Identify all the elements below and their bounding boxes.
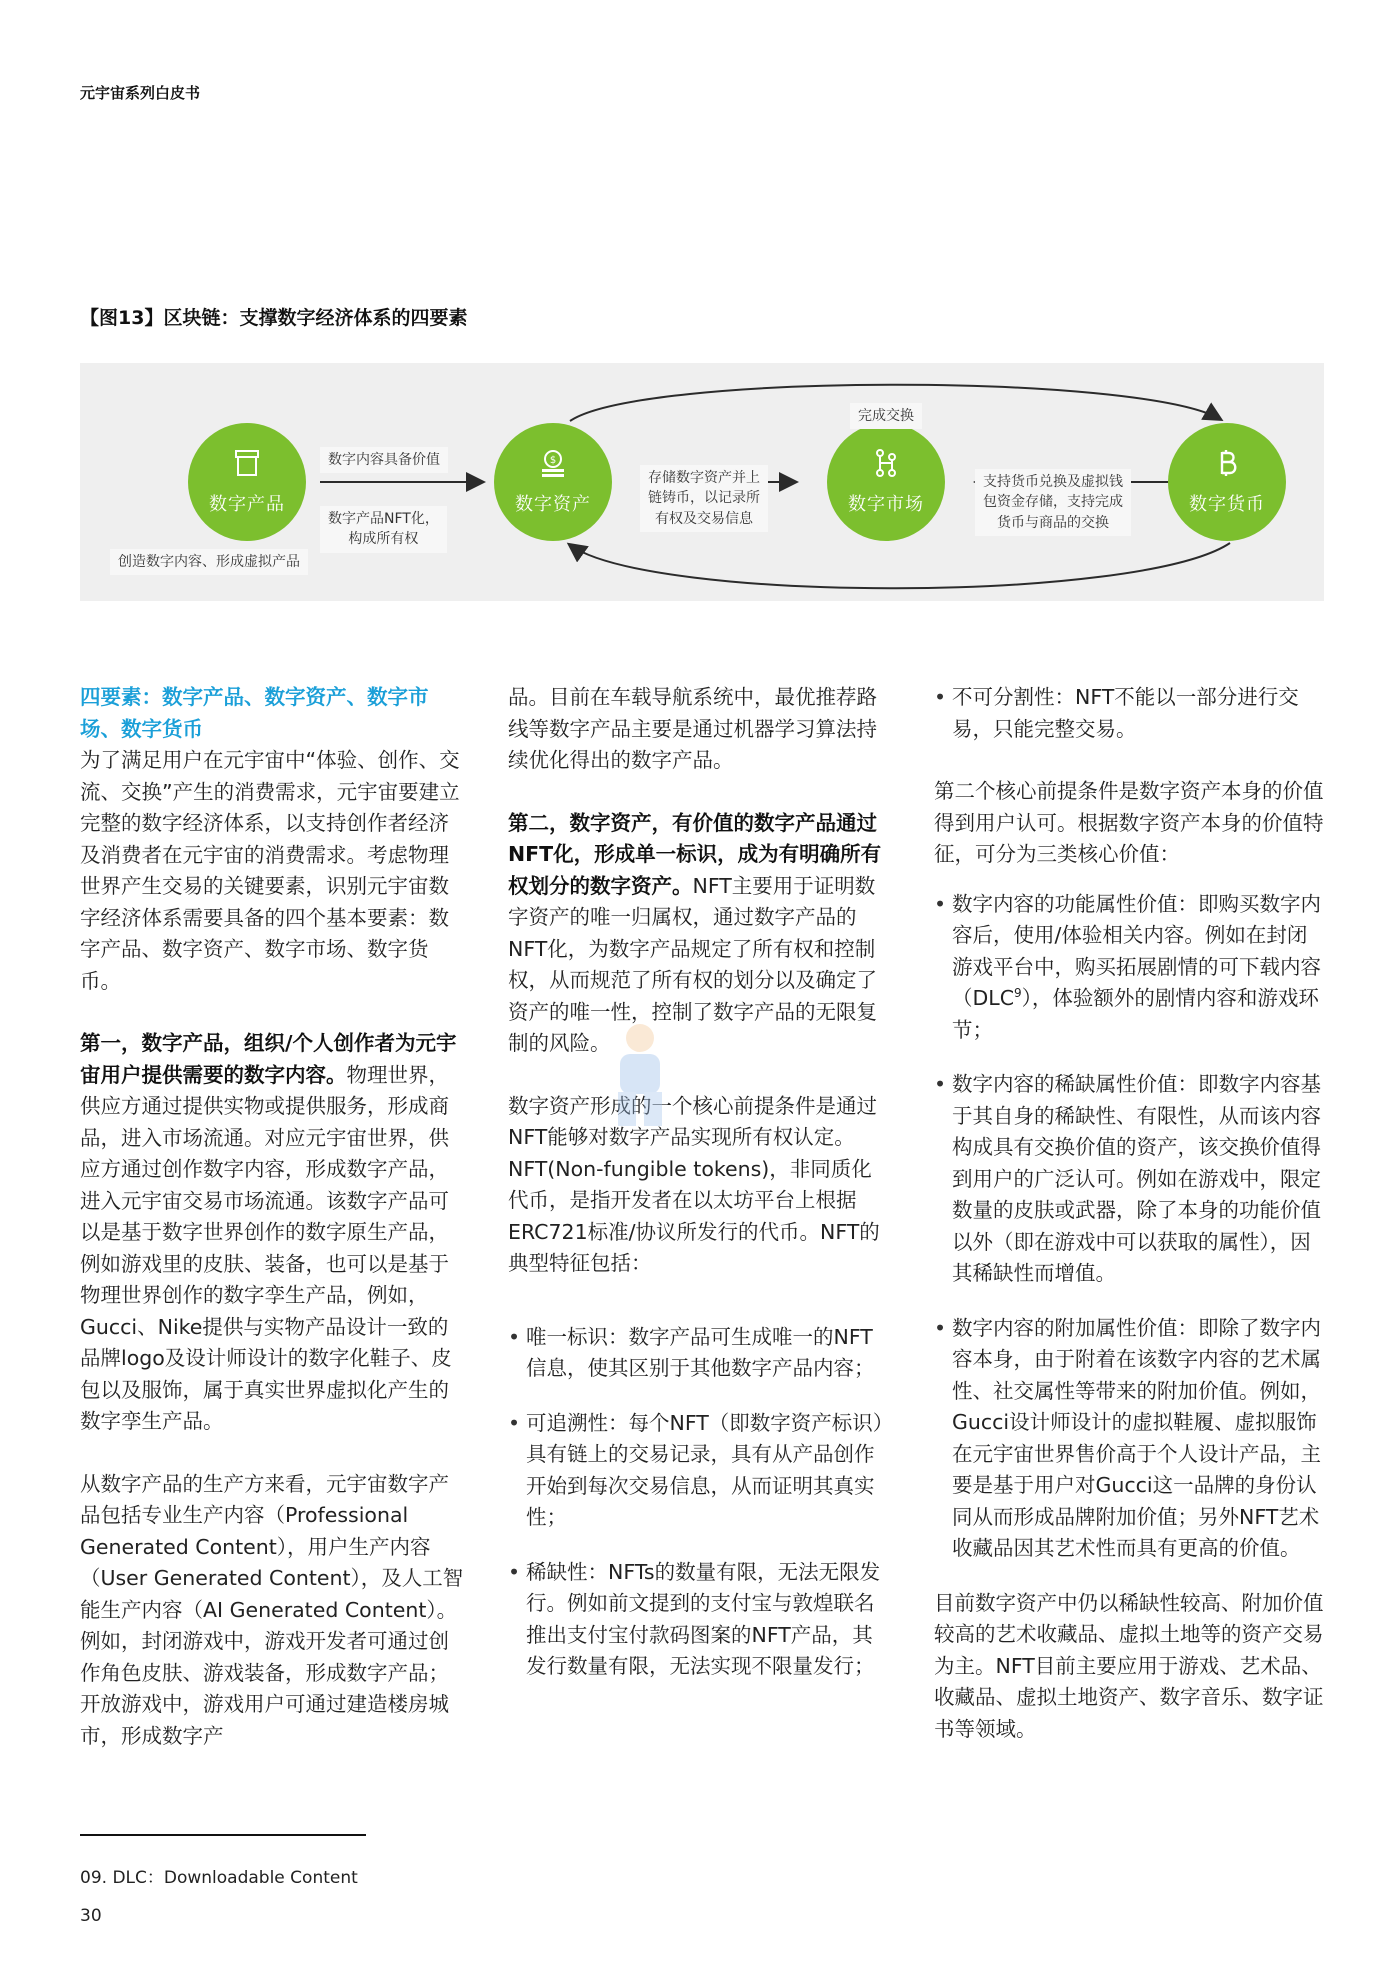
node-digital-asset xyxy=(494,423,612,541)
footnote-divider xyxy=(80,1834,366,1836)
node-label: 数字市场 xyxy=(848,494,924,515)
svg-text:$: $ xyxy=(549,455,557,466)
figure-title: 【图13】区块链：支撑数字经济体系的四要素 xyxy=(80,307,468,329)
paragraph-bold-lead: 第二，数字资产，有价值的数字产品通过NFT化，形成单一标识，成为有明确所有权划分的数字资产。 xyxy=(508,810,882,898)
network-icon xyxy=(870,447,902,479)
paragraph-value-premise: 第二个核心前提条件是数字资产本身的价值得到用户认可。根据数字资产本身的价值特征，可分为三类核心价值： xyxy=(934,779,1324,866)
coin-stack-icon xyxy=(537,447,569,479)
footnote-ref[interactable]: 9 xyxy=(1014,986,1022,1001)
list-item: • 数字内容的稀缺属性价值：即数字内容基于其自身的稀缺性、有限性，从而该内容构成具有交换价值的资产，该交换价值得到用户的广泛认可。例如在游戏中，限定数量的皮肤或武器，除了本身的功能价值以外（即在游戏中可以获取的属性），因其稀缺性而增值。 xyxy=(934,1069,1324,1290)
nft-features-list-cont xyxy=(934,682,1324,745)
text-column-3 xyxy=(934,682,1324,1776)
paragraph-nft-definition: 数字资产形成的一个核心前提条件是通过NFT能够对数字产品实现所有权认定。NFT(Non-fungible tokens)，非同质化代币，是指开发者在以太坊平台上根据ERC721标准/协议所发行的代币。NFT的典型特征包括： xyxy=(508,1093,880,1275)
label-complete-exchange: 完成交换 xyxy=(850,403,922,429)
watermark-figure-icon xyxy=(590,1020,690,1130)
paragraph-digital-product xyxy=(80,1028,466,1438)
node-label: 数字货币 xyxy=(1189,494,1265,515)
list-item: • 可追溯性：每个NFT（即数字资产标识）具有链上的交易记录，具有从产品创作开始到每次交易信息，从而证明其真实性； xyxy=(508,1408,892,1534)
paragraph-body: 物理世界，供应方通过提供实物或提供服务，形成商品，进入市场流通。对应元宇宙世界，供应方通过创作数字内容，形成数字产品，进入元宇宙交易市场流通。该数字产品可以是基于数字世界创作的数字原生产品，例如游戏里的皮肤、装备，也可以是基于物理世界创作的数字孪生产品，例如，Gucci、Nike提供与实物产品设计一致的品牌logo及设计师设计的数字化鞋子、皮包以及服饰，属于真实世界虚拟化产生的数字孪生产品。 xyxy=(80,1062,452,1433)
nft-features-list xyxy=(508,1322,892,1683)
list-item: • 唯一标识：数字产品可生成唯一的NFT信息，使其区别于其他数字产品内容； xyxy=(508,1322,892,1385)
list-item: • 数字内容的附加属性价值：即除了数字内容本身，由于附着在该数字内容的艺术属性、社交属性等带来的附加价值。例如，Gucci设计师设计的虚拟鞋履、虚拟服饰在元宇宙世界售价高于个人设计产品，主要是基于用户对Gucci这一品牌的身份认同从而形成品牌附加价值；另外NFT艺术收藏品因其艺术性而具有更高的价值。 xyxy=(934,1313,1324,1565)
node-label: 数字产品 xyxy=(209,494,285,515)
paragraph-production: 从数字产品的生产方来看，元宇宙数字产品包括专业生产内容（Professional Generated Content），用户生产内容（User Generated Content），及人工智能生产内容（AI Generated Content）。例如，封闭游戏中，游戏开发者可通过创作角色皮肤、游戏装备，形成数字产品；开放游戏中，游戏用户可通过建造楼房城市，形成数字产 xyxy=(80,1471,464,1748)
paragraph-applications: 目前数字资产中仍以稀缺性较高、附加价值较高的艺术收藏品、虚拟土地等的资产交易为主。NFT目前主要应用于游戏、艺术品、收藏品、虚拟土地资产、数字音乐、数字证书等领域。 xyxy=(934,1590,1324,1741)
list-text: 数字内容的功能属性价值：即购买数字内容后，使用/体验相关内容。例如在封闭游戏平台中，购买拓展剧情的可下载内容（DLC xyxy=(952,891,1321,1010)
node-digital-market xyxy=(827,423,945,541)
node-digital-product xyxy=(188,423,306,541)
page-number: 30 xyxy=(80,1906,102,1926)
label-content-value: 数字内容具备价值 xyxy=(320,447,448,473)
label-store-asset: 存储数字资产并上 链铸币，以记录所 有权及交易信息 xyxy=(640,465,768,532)
label-currency-exchange: 支持货币兑换及虚拟钱 包资金存储，支持完成 货币与商品的交换 xyxy=(975,469,1131,536)
bitcoin-icon xyxy=(1211,447,1243,479)
node-digital-currency xyxy=(1168,423,1286,541)
list-item: • 稀缺性：NFTs的数量有限，无法无限发行。例如前文提到的支付宝与敦煌联名推出支付宝付款码图案的NFT产品，其发行数量有限，无法实现不限量发行； xyxy=(508,1557,892,1683)
list-item: • 不可分割性：NFT不能以一部分进行交易，只能完整交易。 xyxy=(934,682,1324,745)
intro-paragraph: 为了满足用户在元宇宙中“体验、创作、交流、交换”产生的消费需求，元宇宙要建立完整的数字经济体系，以支持创作者经济及消费者在元宇宙的消费需求。考虑物理世界产生交易的关键要素，识别元宇宙数字经济体系需要具备的四个基本要素：数字产品、数字资产、数字市场、数字货币。 xyxy=(80,748,460,993)
text-column-2 xyxy=(508,682,892,1706)
paragraph-bold-lead: 第一，数字产品，组织/个人创作者为元宇宙用户提供需要的数字内容。 xyxy=(80,1031,457,1087)
arc-return-loop xyxy=(570,543,1230,588)
node-label: 数字资产 xyxy=(515,494,591,515)
series-header: 元宇宙系列白皮书 xyxy=(80,84,201,102)
paragraph-digital-asset xyxy=(508,808,892,1060)
list-text: ），体验额外的剧情内容和游戏环节； xyxy=(952,986,1319,1042)
text-column-1 xyxy=(80,682,466,1752)
label-create-content: 创造数字内容、形成虚拟产品 xyxy=(110,549,308,575)
box-icon xyxy=(231,447,263,479)
label-nft-ownership: 数字产品NFT化， 构成所有权 xyxy=(320,506,447,553)
paragraph-continued: 品。目前在车载导航系统中，最优推荐路线等数字产品主要是通过机器学习算法持续优化得出的数字产品。 xyxy=(508,685,877,772)
footnote: 09. DLC：Downloadable Content xyxy=(80,1868,358,1888)
value-types-list xyxy=(934,889,1324,1565)
section-heading: 四要素：数字产品、数字资产、数字市场、数字货币 xyxy=(80,685,429,741)
paragraph-body: NFT主要用于证明数字资产的唯一归属权，通过数字产品的NFT化，为数字产品规定了所有权和控制权，从而规范了所有权的划分以及确定了资产的唯一性，控制了数字产品的无限复制的风险。 xyxy=(508,873,877,1055)
four-elements-diagram xyxy=(80,363,1324,601)
list-item xyxy=(934,889,1324,1047)
